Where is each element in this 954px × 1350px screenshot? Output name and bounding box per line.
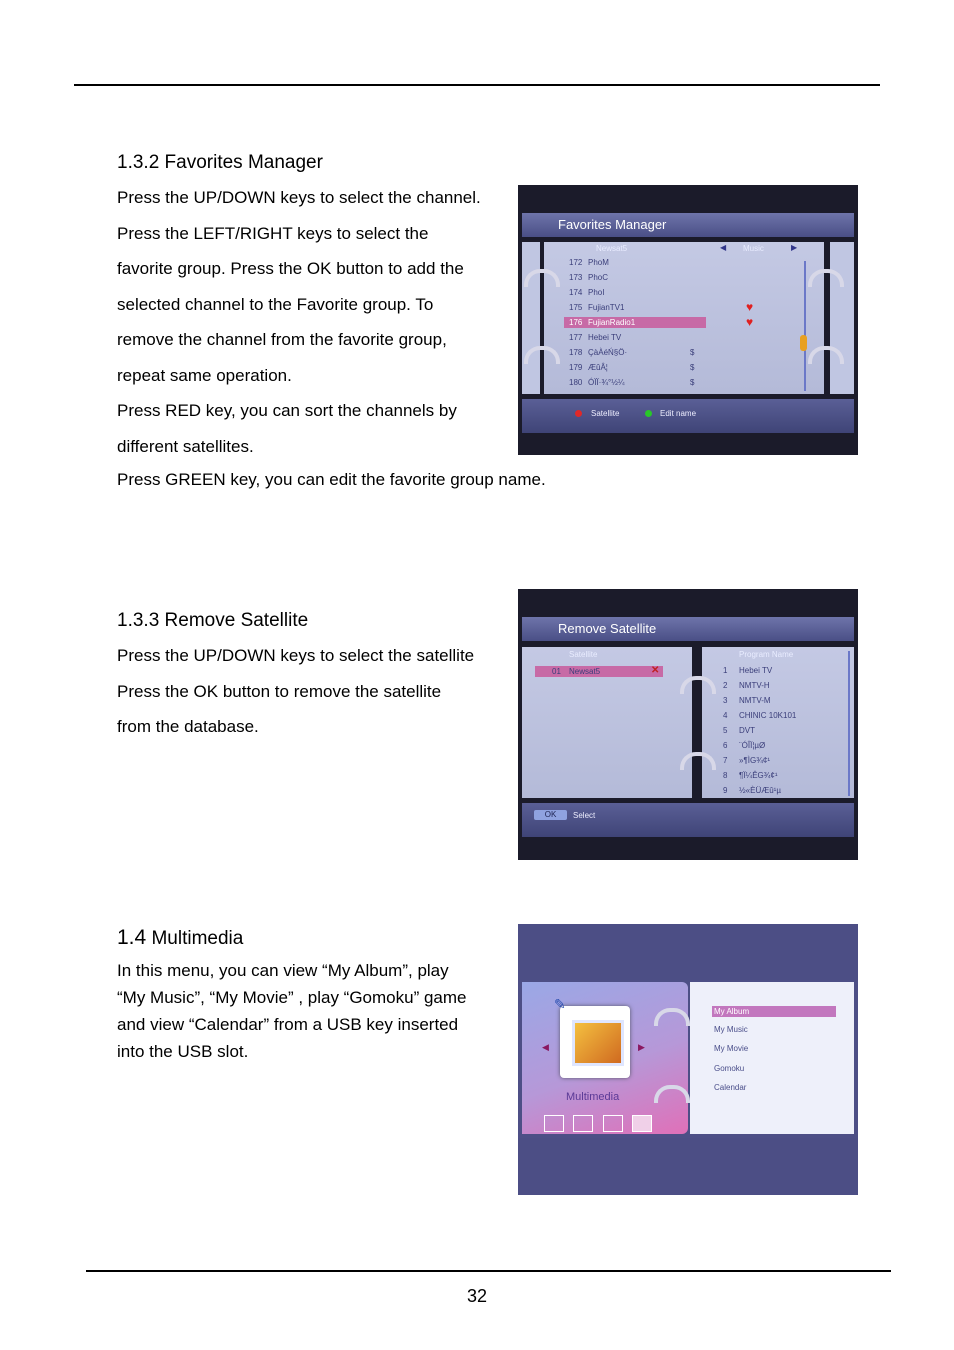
gamepad-icon[interactable] (632, 1115, 652, 1132)
tv-icon[interactable] (603, 1115, 623, 1132)
satellite-column-header: Satellite (569, 650, 598, 659)
text-line: Press RED key, you can sort the channels by (117, 401, 457, 420)
channel-number: 179 (569, 363, 583, 372)
section-heading-remove-satellite: 1.3.3 Remove Satellite (117, 610, 309, 631)
pin-icon: ✎ (554, 996, 566, 1012)
text-line: repeat same operation. (117, 365, 292, 385)
program-column-header: Program Name (739, 650, 794, 659)
channel-number: 174 (569, 288, 583, 297)
channel-row[interactable]: PhoI (588, 288, 605, 297)
menu-item[interactable]: My Movie (714, 1044, 749, 1053)
settings-icon[interactable] (573, 1115, 593, 1132)
text-line: Press the LEFT/RIGHT keys to select the (117, 223, 429, 243)
bottom-band (518, 1138, 858, 1195)
program-number: 6 (723, 741, 728, 750)
channel-row[interactable]: Hebei TV (588, 333, 622, 342)
channel-number: 175 (569, 303, 583, 312)
channel-row[interactable]: ÇàÀéŃ§Ö· (588, 348, 628, 357)
text-line: Press the UP/DOWN keys to select the satellite (117, 646, 475, 665)
ok-key-icon: OK (534, 810, 567, 820)
program-number: 8 (723, 771, 728, 780)
left-arrow-icon[interactable]: ◀ (720, 243, 727, 252)
scrollbar-track[interactable] (848, 651, 850, 796)
channel-number: 173 (569, 273, 583, 282)
channel-row[interactable]: FujianTV1 (588, 303, 625, 312)
menu-item[interactable]: My Music (714, 1025, 748, 1034)
program-row[interactable]: ¶Ï¼ÊG¾¢¹ (739, 771, 778, 780)
photo-mode-icon[interactable] (544, 1115, 564, 1132)
channel-row[interactable]: PhoM (588, 258, 609, 267)
program-row[interactable]: »¶ÌG¾¢¹ (739, 756, 770, 765)
section-heading-favorites: 1.3.2 Favorites Manager (117, 152, 323, 173)
header-rule (74, 84, 880, 86)
satellite-number: 01 (552, 667, 561, 676)
section-number: 1.4 (117, 926, 147, 949)
program-number: 3 (723, 696, 728, 705)
favorites-manager-screenshot (518, 185, 858, 455)
multimedia-label: Multimedia (566, 1091, 620, 1103)
favorite-heart-icon: ♥ (746, 300, 754, 314)
text-line: In this menu, you can view “My Album”, play (117, 961, 449, 980)
favorites-instructions (117, 180, 517, 464)
channel-number: 172 (569, 258, 583, 267)
text-line: “My Music”, “My Movie” , play “Gomoku” game (117, 988, 467, 1007)
program-number: 1 (723, 666, 728, 675)
channel-row[interactable]: FujianRadio1 (588, 318, 636, 327)
right-arrow-icon[interactable]: ▶ (638, 1042, 645, 1052)
favorites-green-key-line: Press GREEN key, you can edit the favorite group name. (117, 470, 546, 489)
scrambled-mark: $ (690, 378, 695, 387)
text-line: remove the channel from the favorite group, (117, 330, 447, 349)
favorite-group-name[interactable]: Music (743, 244, 764, 253)
channel-number: 176 (569, 318, 583, 327)
scrambled-mark: $ (690, 348, 695, 357)
text-line: selected channel to the Favorite group. To (117, 294, 434, 314)
channel-row[interactable]: PhoC (588, 273, 609, 282)
photo-icon (572, 1020, 624, 1066)
text-line: different satellites. (117, 436, 254, 456)
red-key-label: Satellite (591, 409, 620, 418)
channel-number: 177 (569, 333, 583, 342)
program-row[interactable]: CHINIC 10K101 (739, 711, 797, 720)
scrambled-mark: $ (690, 363, 695, 372)
menu-item[interactable]: My Album (714, 1007, 750, 1016)
text-line: favorite group. Press the OK button to add the (117, 259, 464, 278)
section-title: Multimedia (151, 928, 244, 949)
satellite-name: Newsat5 (596, 244, 628, 253)
program-row[interactable]: Hebei TV (739, 666, 773, 675)
delete-mark-icon[interactable]: ✕ (651, 665, 660, 676)
menu-item[interactable]: Calendar (714, 1083, 747, 1092)
screen-title: Remove Satellite (522, 617, 854, 641)
text-line: into the USB slot. (117, 1042, 249, 1061)
program-row[interactable]: NMTV-M (739, 696, 771, 705)
text-line: and view “Calendar” from a USB key inserted (117, 1015, 459, 1034)
green-key-icon (645, 410, 652, 417)
screen-title: Favorites Manager (522, 213, 854, 237)
remove-satellite-screenshot (518, 589, 858, 860)
program-number: 5 (723, 726, 728, 735)
program-row[interactable]: ½«ÈÜÆû¹µ (739, 786, 781, 795)
channel-row[interactable]: ÓÏÏ·¾°½¼ (588, 378, 625, 387)
left-arrow-icon[interactable]: ◀ (542, 1042, 549, 1052)
screen-footer (522, 803, 854, 837)
program-number: 2 (723, 681, 728, 690)
footer-rule (86, 1270, 891, 1272)
channel-number: 178 (569, 348, 583, 357)
green-key-label: Edit name (660, 409, 697, 418)
satellite-name: Newsat5 (569, 667, 601, 676)
multimedia-instructions (117, 957, 507, 1065)
program-number: 4 (723, 711, 728, 720)
multimedia-screenshot (518, 924, 858, 1195)
top-band (518, 924, 858, 980)
multimedia-album-icon (560, 1006, 630, 1078)
section-heading-multimedia (117, 926, 243, 950)
bottom-icon-row (544, 1115, 652, 1137)
remove-satellite-instructions (117, 638, 517, 745)
scrollbar-thumb[interactable] (800, 335, 807, 351)
program-number: 9 (723, 786, 728, 795)
menu-item[interactable]: Gomoku (714, 1064, 745, 1073)
right-arrow-icon[interactable]: ▶ (791, 243, 798, 252)
page-number: 32 (466, 1286, 488, 1306)
program-row[interactable]: NMTV-H (739, 681, 770, 690)
program-row[interactable]: ¨ÓÎÏ¦µØ (739, 741, 766, 750)
program-row[interactable]: DVT (739, 726, 755, 735)
program-number: 7 (723, 756, 728, 765)
channel-row[interactable]: ÆûÂ¦ (588, 363, 608, 372)
side-panel-right (830, 242, 854, 394)
red-key-icon (575, 410, 582, 417)
text-line: from the database. (117, 717, 259, 736)
text-line: Press the OK button to remove the satellite (117, 681, 442, 701)
channel-number: 180 (569, 378, 583, 387)
favorite-heart-icon: ♥ (746, 315, 754, 329)
select-label: Select (573, 811, 596, 820)
scrollbar-track[interactable] (804, 261, 806, 391)
text-line: Press the UP/DOWN keys to select the channel. (117, 188, 481, 207)
right-pane (690, 982, 854, 1134)
side-panel-left (522, 242, 540, 394)
